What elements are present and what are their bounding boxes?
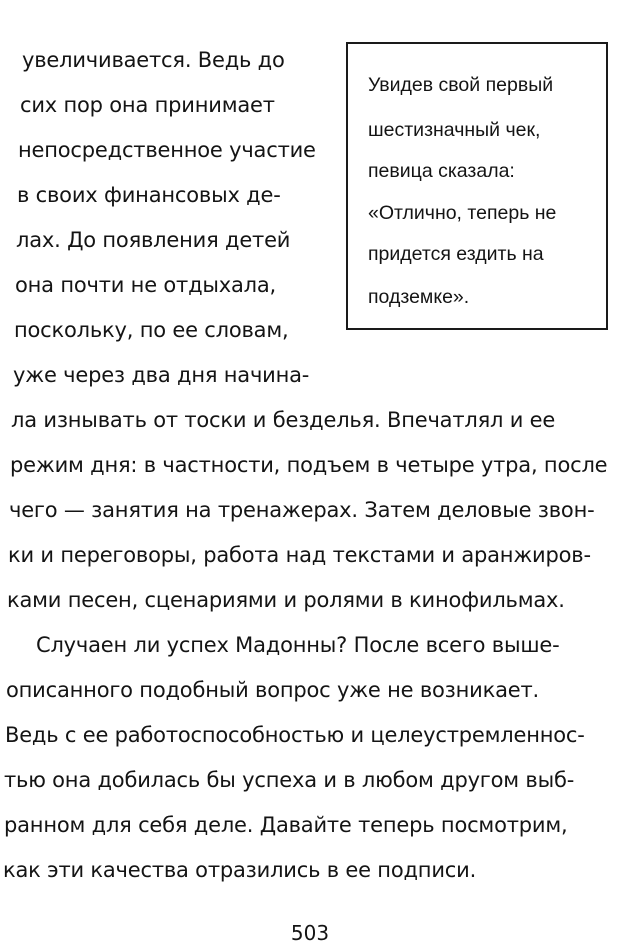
callout-line: «Отлично, теперь не bbox=[368, 202, 557, 224]
body-line: непосредственное участие bbox=[18, 138, 316, 162]
body-line: сих пор она принимает bbox=[20, 93, 275, 117]
body-line: описанного подобный вопрос уже не возникает. bbox=[6, 678, 540, 702]
body-line: ранном для себя деле. Давайте теперь посмотрим, bbox=[4, 813, 568, 837]
body-line: ки и переговоры, работа над текстами и аранжиров- bbox=[8, 543, 591, 567]
callout-box bbox=[346, 42, 608, 330]
body-line: уже через два дня начина- bbox=[13, 363, 310, 387]
callout-line: шестизначный чек, bbox=[368, 119, 541, 141]
body-line: ками песен, сценариями и ролями в кинофильмах. bbox=[7, 588, 565, 612]
page-number: 503 bbox=[290, 921, 330, 945]
callout-line: придется ездить на bbox=[368, 243, 544, 265]
body-line: Ведь с ее работоспособностью и целеустремленнос- bbox=[5, 723, 585, 747]
body-line: она почти не отдыхала, bbox=[15, 273, 277, 297]
callout-line: Увидев свой первый bbox=[368, 74, 554, 96]
body-line: Случаен ли успех Мадонны? После всего выше- bbox=[36, 633, 560, 657]
body-line: в своих финансовых де- bbox=[17, 183, 281, 207]
body-line: чего — занятия на тренажерах. Затем деловые звон- bbox=[9, 498, 595, 522]
body-line: лах. До появления детей bbox=[16, 228, 291, 252]
callout-line: подземке». bbox=[368, 286, 470, 308]
body-line: ла изнывать от тоски и безделья. Впечатлял и ее bbox=[11, 408, 556, 432]
body-line: тью она добилась бы успеха и в любом другом выб- bbox=[4, 768, 575, 792]
body-line: увеличивается. Ведь до bbox=[22, 48, 285, 72]
body-line: режим дня: в частности, подъем в четыре утра, после bbox=[10, 453, 608, 477]
callout-line: певица сказала: bbox=[368, 160, 515, 182]
body-line: как эти качества отразились в ее подписи. bbox=[3, 858, 477, 882]
body-line: поскольку, по ее словам, bbox=[14, 318, 289, 342]
